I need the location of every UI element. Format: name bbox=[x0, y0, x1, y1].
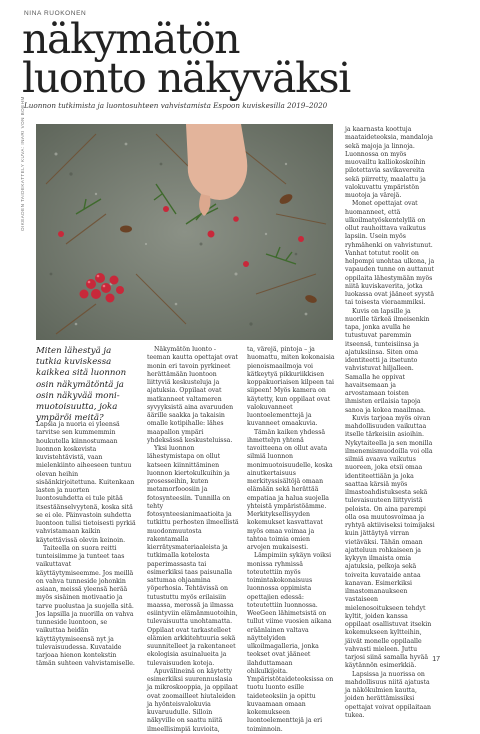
paragraph: Lämpimiin sykäyn voiksi monissa ryhmissä toteutettiin myös toimintakokonaisuus luonnossa oppimista opettajien edessä: toteutettiin luonnossa. WeeGeen lähimetsistä on tullut viime vuosien aikana eräänlainen valtava näyttelyiden ulkoilmagalleria, jonka teokset ovat jääneet ilahduttamaan ohikulkijoita. Ympäristötaideteoksissa on tuotu luonto esille taideteoksiin ja opittu kuvaamaan omaan kokemukseen luontoelementtejä ja eri toiminnoin. bbox=[247, 552, 334, 733]
paragraph: Yksi luonnon lähestymistapa on ollut katseen kiinnittäminen luonnon kiertokulkuihin ja prosesseihin, kuten metamorfooosiin ja fotosynteesiin. Tunnilla on tehty fotosynteesianimaatioita ja tutkittu perhosten ilmeellistä muodonmuutosta rakentamalla kierrätysmateriaaleista ja tutkimalla kotelosta paperimassasta tai esimerkiksi taas paisunalla sattumaa ohjaamina yöperhosia. Tehtävissä on tutustuttu myös erilaisiin maassa, merossä ja ilmassa esiintyviin elämänmuotoihin, tulevaisuutta unohtamatta. Oppilaat ovat tarkastelleet elämien arkkitehtuuria sekä suunnitelleet ja rakentaneet ekologisia asuinalueita ja tulevaisuuden koteja. bbox=[147, 445, 239, 667]
article-subtitle: Luonnon tutkimista ja luontosuhteen vahvistamista Espoon kuviskesilla 2019–2020 bbox=[24, 101, 328, 110]
page-number: 17 bbox=[432, 656, 440, 663]
paragraph: Lapsissa ja nuorissa on mahdollisuus niitä ajatusta ja näkökulmien kautta, joiden herättämissiksi opettajat voivat oppilaitaan tukea. bbox=[345, 670, 432, 719]
article-title bbox=[22, 15, 350, 102]
title-line-2: luonto näkyväksi bbox=[22, 54, 350, 102]
paragraph: Kuvis on lapsille ja nuorille tärkeä ilmeisenkin tapa, jonka avulla he tutustuvat paremmin itseensä, tunteisiinsa ja ajatuksiinsa. Siten oma identiteetti ja itsetunto vahvistuvat hiljalleen. Samalla he oppivat havaitsemaan ja arvostamaan toisten ihmisten erilaisia tapoja sanoa ja kokea maailmaa. bbox=[345, 307, 430, 414]
paragraph: Kuvis tarjoaa myös oivan mahdollisuuden vaikuttaa itselle tärkeisiin asioihin. Nykytaiteella ja sen monilla ilmenemismuodoilla voi olla silmiä avaava vaikutus nuoreen, joka etsii omaa identiteettiään ja joka saattaa kärsiä myös ilmastoahdistuksesta sekä tulevaisuuteen liittyvistä peloista. On aina parempi olla osa muutosvoimaa ja ryhtyä aktiiviseksi toimijaksi kuin jättäytyä virran vietäväksi. Tähän omaan ajatteluun rohkaiseen ja kykyyn ilmaista omia ajatuksia, pelkoja sekä toiveita kuvataide antaa kanavan. Esimerkiksi ilmastomanaukseen vastaiseen mielenosoitukseen tehdyt kyltit, joiden kanssa oppilaat osallistuvat itsekin kokemukseen kyltteihin, jäivät monelle oppilaalle vahvasti mieleen. Juttu tarjosi siinä samalla hyvää käytännön esimerkkiä. bbox=[345, 414, 435, 670]
text-column-4 bbox=[345, 126, 435, 719]
title-line-1: näkymätön bbox=[22, 15, 240, 63]
text-column-2 bbox=[147, 346, 239, 733]
photo-icon bbox=[36, 124, 333, 340]
paragraph: ta, värejä, pintoja – ja huomattu, miten kokonaisia pienoismaailmoja voi kätkeytyä pikkuriikkisen koppakuoriaisen kilpeen tai siipeen! Myös kamera on käytetty, kun oppilaat ovat valokuvanneet luontoelementtejä ja kuvanneet omaakuvia. bbox=[247, 346, 335, 428]
paragraph: Apuvälineinä on käytetty esimerkiksi suurennuslasia ja mikroskooppia, ja oppilaat ovat zoomailleet hiutaleiden ja hyönteisvalokuvia kuvaruudulle. Silloin näkyville on saattu niitä ilmeellisimpiä kuvioita, bbox=[147, 667, 238, 733]
article-photo bbox=[36, 124, 333, 340]
photo-credit: OIKEADEN TAIDEKATTELY KUVA: INARI VON BOEHM bbox=[20, 96, 25, 231]
paragraph: Lapsia ja nuoria ei yleensä tarvitse sen kummemmin houkutella kiinnostumaan luonnon koskevista kuvistehtävistä, vaan mielenkiinto aiheeseen tuntuu olevan heihin sisäänkirjoitettuna. Kuitenkaan lasten ja nuorten luontosuhdetta ei tule pitää itsestäänselvyytenä, koska sitä se ei ole. Päinvastoin suhdetta luontoon tulisi tietoisesti pyrkiä vahvistamaan kaikin käytettävissä olevin keinoin. bbox=[36, 421, 136, 544]
text-column-1 bbox=[36, 421, 136, 668]
paragraph: ja kaarnasta koottuja maataideteoksia, mandaloja sekä majoja ja linnoja. Luonnossa on myös muovailtu kalliokoskoihin pilotettavia savikavereita sekä piirretty, maalattu ja valokuvattu ympäristön muotoja ja värejä. bbox=[345, 126, 433, 199]
paragraph: Tämän kaiken yhdessä ihmettelyn yhtenä tavoitteena on ollut avata silmiä luonnon monimuotoisuudelle, koska ainutkertaisuus merkityssisältöjä omaan elämään sekä herättää empatiaa ja halua suojella yhteistä ympäristöämme. Merkityksellisyyden kokemukset kasvattavat myös omaa voimaa ja tahtoa toimia omien arvojen mukaisesti. bbox=[247, 428, 333, 551]
author-byline: NINA RUOKONEN bbox=[24, 10, 87, 17]
lead-paragraph: Miten lähestyä ja tutkia kuviskessa kaikkea sitä luonnon osin näkymätöntä ja osin näkyvää monimuotoisuutta, joka ympäröi meitä? bbox=[36, 346, 127, 424]
text-column-3 bbox=[247, 346, 335, 733]
paragraph: Monet opettajat ovat huomanneet, että ulkoilmatyöskentelyllä on ollut rauhoittava vaikutus lapsiin. Usein myös ryhmähenki on vahvistunut. Vanhat totutut roolit on helpompi unohtaa ulkona, ja vapauden tunne on auttanut oppilaita lähestymään myös niitä kuviskaverita, jotka luokassa ovat jääneet syystä tai toisesta vieraammiksi. bbox=[345, 200, 435, 307]
paragraph: Taiteella on suora reitti tunteisiimme ja tunteet taas vaikuttavat käyttäytymiseemme. Jos meillä on vahva tunneside johonkin asiaan, meissä yleensä herää myös sisäinen motivaatio ja tarve puolustaa ja suojella sitä. Jos lapsilla ja nuorilla on vahva tunneside luontoon, se vaikuttaa heidän käyttäytymiseensä nyt ja tulevaisuudessa. Kuvataide tarjoaa hienon kontekstin tämän suhteen vahvistamiselle. bbox=[36, 544, 135, 668]
paragraph: Näkymätön luonto -teeman kautta opettajat ovat monin eri tavoin pyrkineet herättämään luontoon liittyviä keskusteluja ja ajatuksia. Oppilaat ovat matkanneet valtameren syvyyksistä aina avaruuden äärille saakka ja takaisin omalle kotipihalle: lähes maapallon ympäri yhdeksässä keskusteluissa. bbox=[147, 346, 238, 444]
